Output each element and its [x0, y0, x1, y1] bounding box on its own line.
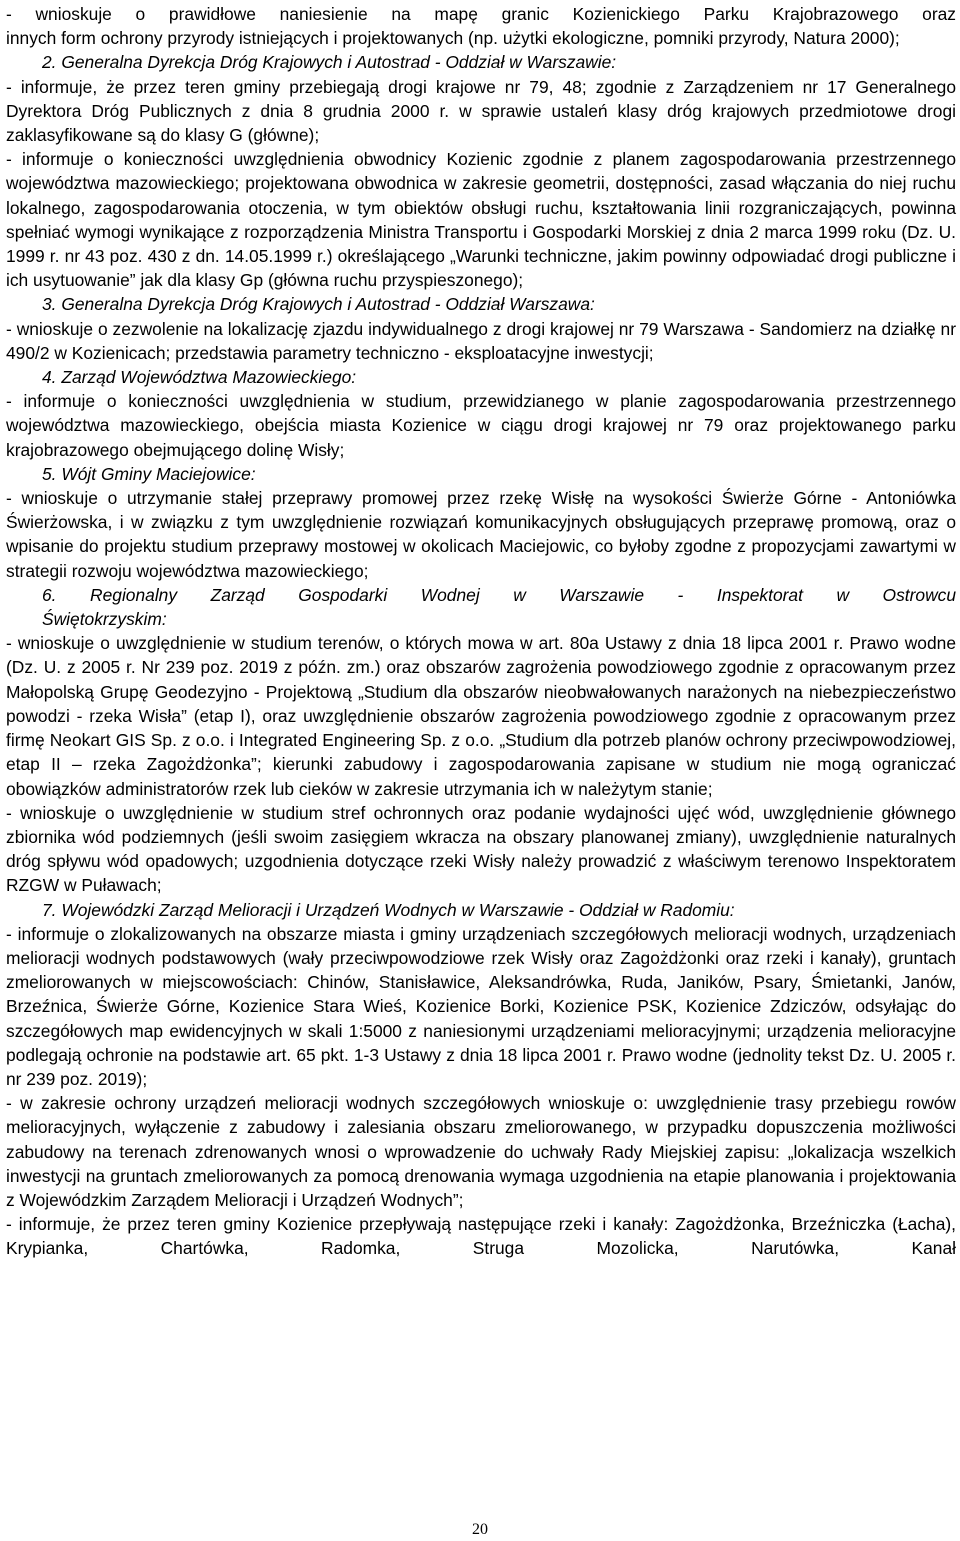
section-heading: 3. Generalna Dyrekcja Dróg Krajowych i Autostrad - Oddział Warszawa: [42, 294, 595, 315]
paragraph: - wnioskuje o utrzymanie stałej przeprawy promowej przez rzekę Wisłę na wysokości Świerże Górne - Antoniówka Świerżowska, i w związku z tym uwzględnienie rozwiązań komunikacyjnych obsługujących przeprawę promową, oraz o wpisanie do projektu studium przeprawy mostowej w okolicach Maciejowic, co byłoby zgodne z propozycjami zawartymi w strategii rozwoju województwa mazowieckiego; [6, 488, 956, 581]
paragraph: innych form ochrony przyrody istniejących i projektowanych (np. użytki ekologiczne, pomniki przyrody, Natura 2000); [6, 28, 900, 49]
paragraph: - informuje o zlokalizowanych na obszarze miasta i gminy urządzeniach szczegółowych melioracji wodnych, urządzeniach melioracji wodnych podstawowych (wały przeciwpowodziowe rzek Wisły oraz Zagożdżonki oraz rzeki i kanały), gruntach zmeliorowanych w miejscowościach: Chinów, Stanisławice, Aleksandrówka, Ruda, Janików, Psary, Śmietanki, Janów, Brzeźnica, Świerże Górne, Kozienice Stara Wieś, Kozienice Borki, Kozienice PSK, Kozienice Zdziczów, odsyłając do szczegółowych map ewidencyjnych w skali 1:5000 z naniesionymi urządzeniami melioracyjnymi; urządzenia melioracyjne podlegają ochronie na podstawie art. 65 pkt. 1-3 Ustawy z dnia 18 lipca 2001 r. Prawo wodne (jednolity tekst Dz. U. 2005 r. nr 239 poz. 2019); [6, 923, 956, 1089]
paragraph: - w zakresie ochrony urządzeń melioracji wodnych szczegółowych wnioskuje o: uwzględnienie trasy przebiegu rowów melioracyjnych, wyłączenie z zabudowy i zalesiania obszaru zmeliorowanego, w przypadku dopuszczenia możliwości zabudowy na terenach zdrenowanych wnosi o wprowadzenie do uchwały Rady Miejskiej zapisu: „lokalizacja wszelkich inwestycji na gruntach zmeliorowanych za pomocą drenowania wymaga uzgodnienia na etapie planowania i projektowania z Wojewódzkim Zarządem Melioracji i Urządzeń Wodnych”; [6, 1093, 956, 1210]
section-heading: 7. Wojewódzki Zarząd Melioracji i Urządzeń Wodnych w Warszawie - Oddział w Radomiu: [42, 899, 735, 920]
paragraph: - informuje, że przez teren gminy przebiegają drogi krajowe nr 79, 48; zgodnie z Zarządzeniem nr 17 Generalnego Dyrektora Dróg Publicznych z dnia 8 grudnia 2000 r. w sprawie ustaleń klasy dróg krajowych przedmiotowe drogi zaklasyfikowane są do klasy G (główne); [6, 76, 956, 146]
section-heading: 2. Generalna Dyrekcja Dróg Krajowych i Autostrad - Oddział w Warszawie: [42, 52, 617, 73]
paragraph: - informuje o konieczności uwzględnienia w studium, przewidzianego w planie zagospodarowania przestrzennego województwa mazowieckiego, obejścia miasta Kozienice w ciągu drogi krajowej nr 79 oraz projektowanego parku krajobrazowego obejmującego dolinę Wisły; [6, 391, 956, 460]
paragraph: - wnioskuje o prawidłowe naniesienie na mapę granic Kozienickiego Parku Krajobrazowego oraz [6, 4, 956, 24]
paragraph: - wnioskuje o uwzględnienie w studium stref ochronnych oraz podanie wydajności ujęć wód, uwzględnienie głównego zbiornika wód podziemnych (jeśli swoim zasięgiem wkracza na obszary planowanej zmiany), uwzględnienie naturalnych dróg spływu wód opadowych; uzgodnienia dotyczące rzeki Wisły należy prowadzić z właściwym terenowo Inspektoratem RZGW w Puławach; [6, 802, 956, 896]
page-number: 20 [472, 1521, 488, 1538]
document-body [6, 2, 956, 1261]
paragraph: - informuje, że przez teren gminy Kozienice przepływają następujące rzeki i kanały: Zagożdżonka, Brzeźniczka (Łacha), Krypianka, Chartówka, Radomka, Struga Mozolicka, Narutówka, Kanał [6, 1214, 956, 1259]
section-heading: 5. Wójt Gminy Maciejowice: [42, 463, 256, 484]
section-heading: 6. Regionalny Zarząd Gospodarki Wodnej w Warszawie - Inspektorat w Ostrowcu [42, 584, 956, 605]
paragraph: - wnioskuje o zezwolenie na lokalizację zjazdu indywidualnego z drogi krajowej nr 79 Warszawa - Sandomierz na działkę nr 490/2 w Kozienicach; przedstawia parametry techniczno - eksploatacyjne inwestycji; [6, 318, 956, 363]
paragraph: - wnioskuje o uwzględnienie w studium terenów, o których mowa w art. 80a Ustawy z dnia 18 lipca 2001 r. Prawo wodne (Dz. U. z 2005 r. Nr 239 poz. 2019 z późn. zm.) oraz obszarów zagrożenia powodziowego zgodnie z opracowanym przez Małopolską Grupę Geodezyjno - Projektową „Studium dla obszarów nieobwałowanych narażonych na niebezpieczeństwo powodzi - rzeka Wisła” (etap I), oraz uwzględnienie obszarów zagrożenia powodziowego zgodnie z opracowanym przez firmę Neokart GIS Sp. z o.o. i Integrated Engineering Sp. z o.o. „Studium dla potrzeb planów ochrony przeciwpowodziowej, etap II – rzeka Zagożdżonka”; kierunki zabudowy i zagospodarowania zapisane w studium nie mogą ograniczać obowiązków administratorów rzek lub cieków w zakresie utrzymania ich w należytym stanie; [6, 633, 956, 799]
paragraph: - informuje o konieczności uwzględnienia obwodnicy Kozienic zgodnie z planem zagospodarowania przestrzennego województwa mazowieckiego; projektowana obwodnica w zakresie geometrii, dostępności, zasad włączania do niej ruchu lokalnego, zagospodarowania otoczenia, w tym obiektów obsługi ruchu, kształtowania linii rozgraniczających, powinna spełniać wymogi wynikające z rozporządzenia Ministra Transportu i Gospodarki Morskiej z dnia 2 marca 1999 roku (Dz. U. 1999 r. nr 43 poz. 430 z dn. 14.05.1999 r.) określającego „Warunki techniczne, jakim powinny odpowiadać drogi publiczne i ich usytuowanie” jak dla klasy Gp (główna ruchu przyspieszonego); [6, 149, 956, 291]
section-heading: 4. Zarząd Województwa Mazowieckiego: [42, 367, 357, 388]
section-heading: Świętokrzyskim: [42, 609, 167, 630]
